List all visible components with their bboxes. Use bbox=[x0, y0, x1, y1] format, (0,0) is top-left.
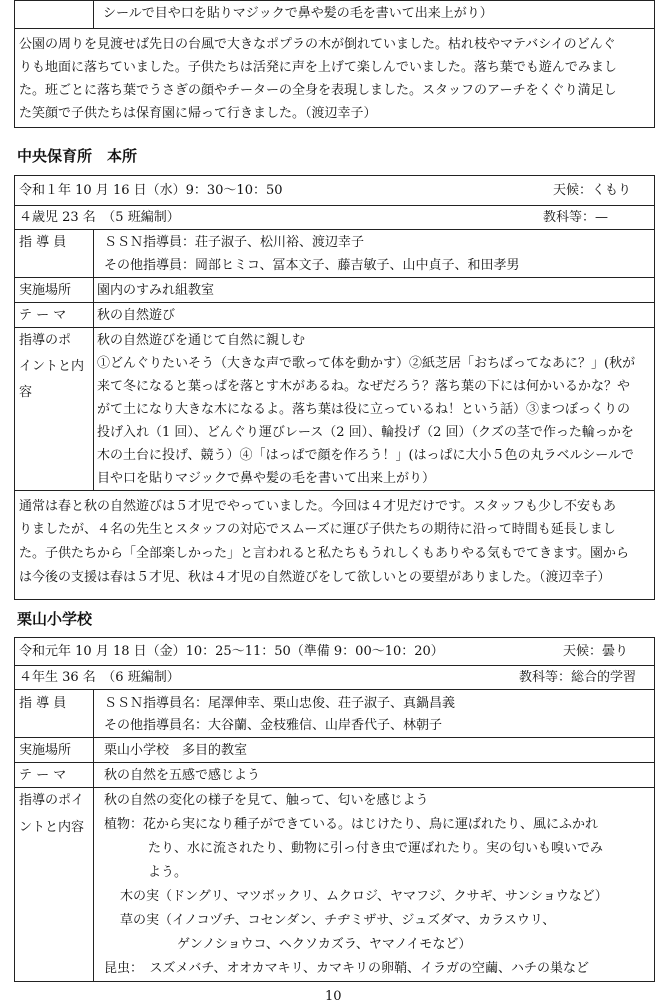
s1-label-theme: テ ー マ bbox=[19, 308, 67, 323]
top-row-divider bbox=[14, 28, 655, 29]
s2-weather: 天候：曇り bbox=[563, 644, 629, 659]
page-number: 10 bbox=[325, 989, 342, 1004]
s2-label-column-divider bbox=[93, 689, 94, 982]
s2-row-line-2 bbox=[14, 689, 655, 690]
top-report-line-4: た笑顔で子供たちは保育園に帰って行きました。（渡辺幸子） bbox=[19, 106, 377, 121]
s1-row-line-4 bbox=[14, 302, 655, 303]
s2-date: 令和元年 10 月 18 日（金）10：25〜11：50（準備 9：00〜10：20） bbox=[19, 644, 444, 659]
s1-instructor-other: その他指導員：岡部ヒミコ、冨本文子、藤吉敏子、山中貞子、和田孝男 bbox=[104, 258, 520, 273]
s2-row-line-1 bbox=[14, 665, 655, 666]
s2-instructor-other: その他指導員名：大谷蘭、金枝雅信、山岸香代子、林朝子 bbox=[104, 718, 443, 733]
s1-report-line: は今後の支援は春は５才児、秋は４才児の自然遊びをして欲しいとの要望がありました。（渡辺幸子） bbox=[19, 570, 611, 585]
s2-theme: 秋の自然を五感で感じよう bbox=[104, 768, 261, 783]
top-report-line-2: りも地面に落ちていました。子供たちは活発に声を上げて楽しんでいました。落ち葉でも遊んでみまし bbox=[19, 60, 617, 75]
s1-place: 園内のすみれ組教室 bbox=[97, 283, 215, 298]
s2-label-theme: テ ー マ bbox=[19, 768, 67, 783]
s2-points-line: 草の実（イノコヅチ、コセンダン、チヂミザサ、ジュズダマ、カラスウリ、 bbox=[120, 913, 556, 928]
s2-points-line: 木の実（ドングリ、マツボックリ、ムクロジ、ヤマフジ、クサギ、サンショウなど） bbox=[120, 889, 608, 904]
s2-label-points: ントと内容 bbox=[19, 820, 85, 835]
s1-label-column-divider bbox=[93, 229, 94, 490]
s2-row-line-4 bbox=[14, 762, 655, 763]
s2-row-line-5 bbox=[14, 787, 655, 788]
s1-subject: 教科等：— bbox=[543, 210, 609, 225]
s1-report-line: た。子供たちから「全部楽しかった」と言われると私たちもうれしくもありやる気もでてきます。園から bbox=[19, 546, 629, 561]
s1-points-line: 投げ入れ（1 回）、どんぐり運びレース（2 回）、輪投げ（2 回）（クズの茎で作った輪っかを bbox=[97, 425, 634, 440]
s1-label-points: イントと内 bbox=[19, 359, 85, 374]
s1-points-line: がて土になり大きな木になるよ。落ち葉は役に立っているね！という話）③まつぼっくりの bbox=[97, 402, 631, 417]
s1-label-points: 指導のポ bbox=[19, 333, 72, 348]
s2-class: ４年生 36 名 （6 班編制） bbox=[19, 670, 180, 685]
s2-label-instructor: 指 導 員 bbox=[19, 696, 67, 711]
s1-points-line: ①どんぐりたいそう（大きな声で歌って体を動かす）②紙芝居「おちばってなあに？」(秋が bbox=[97, 356, 636, 371]
s1-label-instructor: 指 導 員 bbox=[19, 235, 67, 250]
s1-points-line: 目や口を貼りマジックで鼻や髪の毛を書いて出来上がり） bbox=[97, 471, 436, 486]
s2-points-line: 昆虫： スズメバチ、オオカマキリ、カマキリの卵鞘、イラガの空繭、ハチの巣など bbox=[104, 961, 590, 976]
s2-instructor-ssn: ＳＳＮ指導員名：尾澤伸幸、栗山忠俊、荘子淑子、真鍋昌義 bbox=[104, 696, 456, 711]
s2-points-line: ゲンノショウコ、ヘクソカズラ、ヤマノイモなど） bbox=[177, 937, 472, 952]
s2-row-line-3 bbox=[14, 737, 655, 738]
section2-heading: 栗山小学校 bbox=[17, 610, 93, 628]
s2-place: 栗山小学校 多目的教室 bbox=[104, 743, 248, 758]
s1-row-line-2 bbox=[14, 229, 655, 230]
s1-points-line: 木の土台に投げ、競う）④「はっぱで顔を作ろう！」(はっぱに大小５色の丸ラベルシールで bbox=[97, 448, 634, 463]
section1-heading: 中央保育所 本所 bbox=[17, 147, 138, 165]
s1-row-line-3 bbox=[14, 277, 655, 278]
s1-report-line: 通常は春と秋の自然遊びは５才児でやっていました。今回は４才児だけです。スタッフも少し不安もあ bbox=[19, 499, 616, 514]
top-activity-text: シールで目や口を貼りマジックで鼻や髪の毛を書いて出来上がり） bbox=[103, 6, 493, 21]
s2-label-place: 実施場所 bbox=[19, 743, 72, 758]
s1-label-points: 容 bbox=[19, 385, 33, 400]
s1-points-line: 来て冬になると葉っぱを落とす木があるね。なぜだろう？落ち葉の下には何かいるかな？や bbox=[97, 379, 631, 394]
s1-report-line: りましたが、４名の先生とスタッフの対応でスムーズに運び子供たちの期待に沿って時間も延長しまし bbox=[19, 522, 616, 537]
top-report-line-3: た。班ごとに落ち葉でうさぎの顔やチーターの全身を表現しました。スタッフのアーチをくぐり満足し bbox=[19, 83, 617, 98]
s1-row-line-1 bbox=[14, 205, 655, 206]
s2-points-line: よう。 bbox=[148, 865, 188, 880]
s1-instructor-ssn: ＳＳＮ指導員：荘子淑子、松川裕、渡辺幸子 bbox=[104, 235, 365, 250]
s2-points-line: 植物：花から実になり種子ができている。はじけたり、鳥に運ばれたり、風にふかれ bbox=[104, 817, 599, 832]
s1-theme: 秋の自然遊び bbox=[97, 308, 176, 323]
s1-date: 令和１年 10 月 16 日（水）9：30〜10：50 bbox=[19, 183, 283, 198]
top-column-divider bbox=[93, 0, 94, 28]
s2-points-line: たり、水に流されたり、動物に引っ付き虫で運ばれたり。実の匂いも嗅いでみ bbox=[148, 841, 604, 856]
top-report-line-1: 公園の周りを見渡せば先日の台風で大きなポプラの木が倒れていました。枯れ枝やマテバシイのどんぐ bbox=[19, 37, 616, 52]
s1-row-line-6 bbox=[14, 490, 655, 491]
s1-points-line: 秋の自然遊びを通じて自然に親しむ bbox=[97, 333, 306, 348]
s2-subject: 教科等：総合的学習 bbox=[519, 670, 637, 685]
s1-row-line-5 bbox=[14, 327, 655, 328]
s2-label-points: 指導のポイ bbox=[19, 793, 85, 808]
s1-class: ４歳児 23 名 （5 班編制） bbox=[19, 210, 180, 225]
s2-points-line: 秋の自然の変化の様子を見て、触って、匂いを感じよう bbox=[104, 793, 429, 808]
s1-weather: 天候：くもり bbox=[553, 183, 632, 198]
s1-label-place: 実施場所 bbox=[19, 283, 72, 298]
